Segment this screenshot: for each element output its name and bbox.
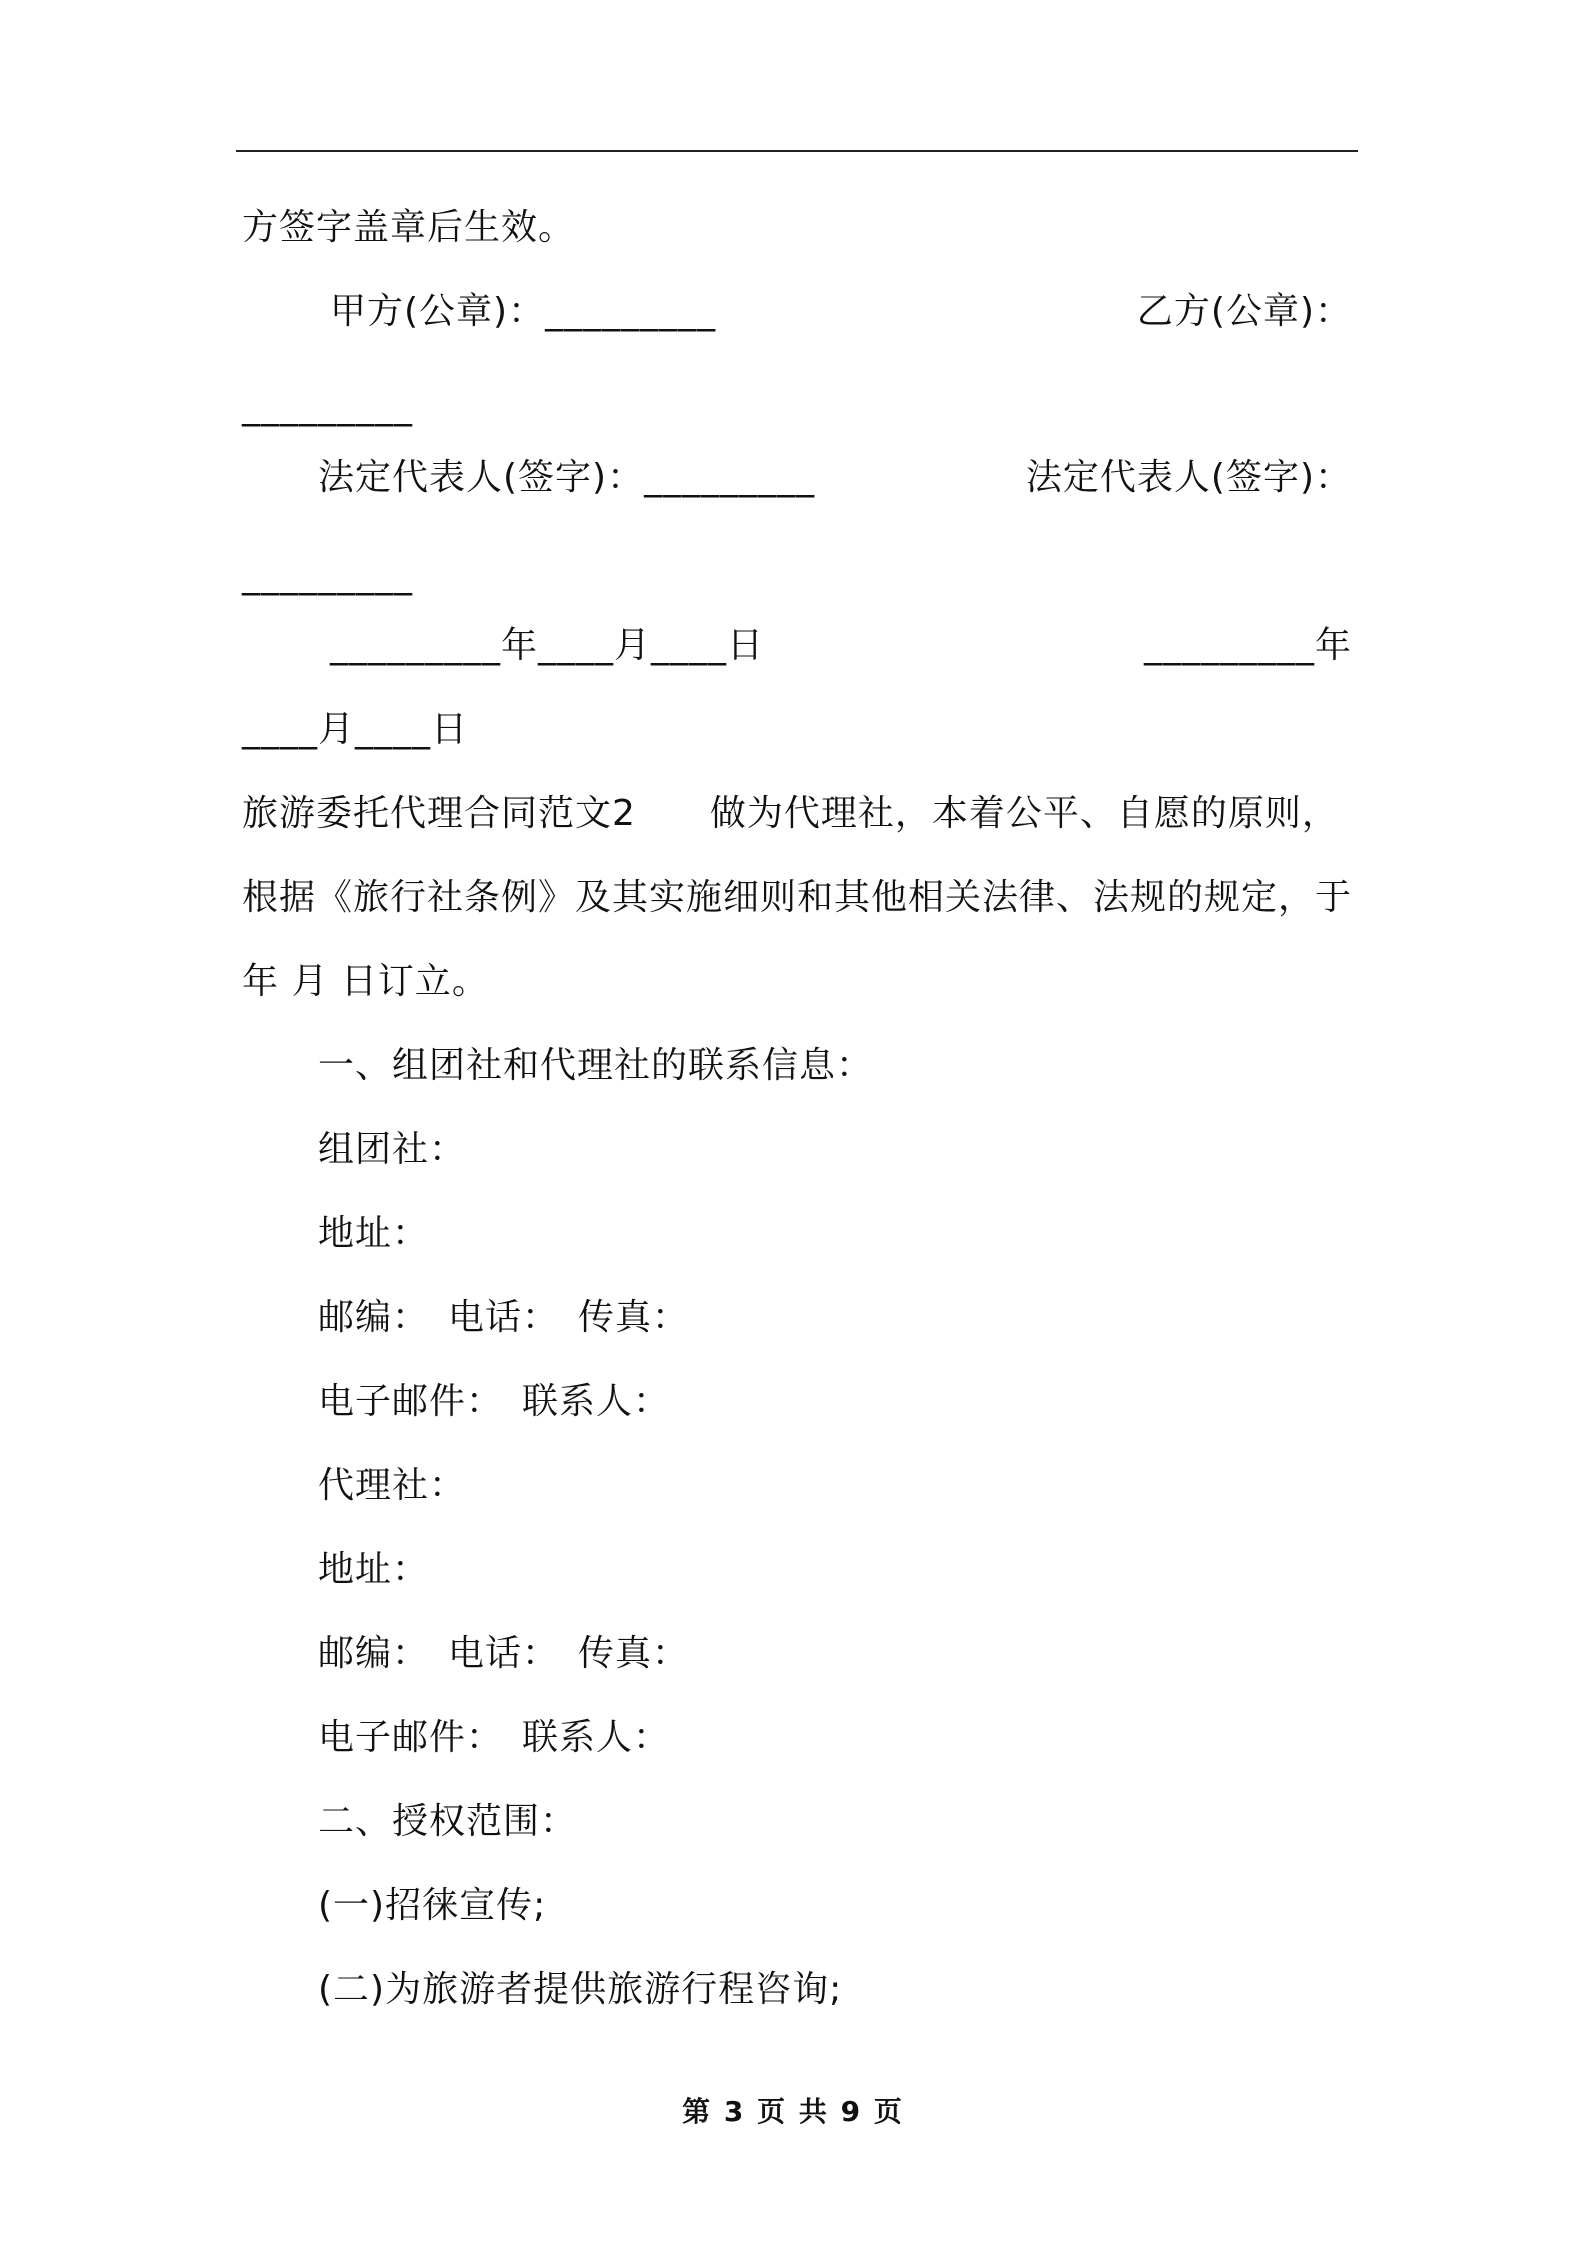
organizer-email-line: 电子邮件： 联系人： [318,1381,671,1422]
scope-item-2: (二)为旅游者提供旅游行程咨询; [318,1969,843,2010]
section-1-heading: 一、组团社和代理社的联系信息： [318,1045,874,1086]
party-b-seal-label: 乙方(公章)： [1136,291,1352,332]
organizer-contact-line: 邮编： 电话： 传真： [318,1297,690,1338]
party-b-date-year: _________年 [1143,625,1352,666]
organizer-address-label: 地址： [318,1213,430,1254]
party-b-seal-blank: _________ [242,386,413,427]
party-b-representative-blank: _________ [242,555,413,596]
scope-item-1: (一)招徕宣传; [318,1885,547,1926]
contract-intro-line-3: 年 月 日订立。 [242,961,489,1002]
agent-contact-line: 邮编： 电话： 传真： [318,1633,690,1674]
page-number: 第 3 页 共 9 页 [682,2095,904,2128]
section-2-heading: 二、授权范围： [318,1801,578,1842]
header-rule [236,150,1358,152]
contract-intro-line-2: 根据《旅行社条例》及其实施细则和其他相关法律、法规的规定，于 [242,877,1353,918]
contract-intro-line-1: 旅游委托代理合同范文2 做为代理社，本着公平、自愿的原则， [242,793,1339,834]
party-a-date-line: _________年____月____日 [330,625,764,666]
agent-address-label: 地址： [318,1549,430,1590]
party-b-representative-label: 法定代表人(签字)： [1025,457,1352,498]
party-a-representative-line: 法定代表人(签字)：_________ [318,457,816,498]
party-b-date-month-day: ____月____日 [242,709,469,750]
agent-label: 代理社： [318,1465,467,1506]
agent-email-line: 电子邮件： 联系人： [318,1717,671,1758]
text-line-1: 方签字盖章后生效。 [242,207,576,248]
organizer-label: 组团社： [318,1129,467,1170]
party-a-seal-line: 甲方(公章)：_________ [330,291,717,332]
